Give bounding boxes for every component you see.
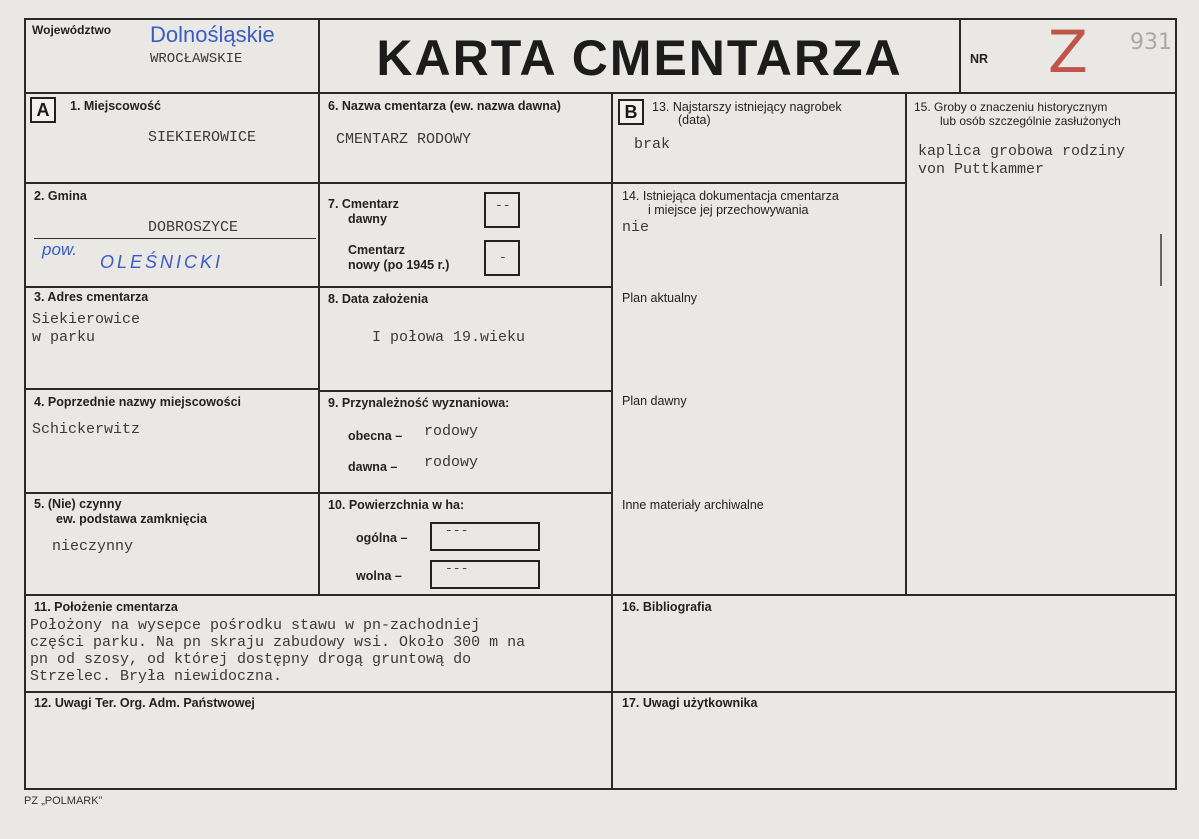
field-12-label: 12. Uwagi Ter. Org. Adm. Państwowej [34,696,255,710]
field-10-free-label: wolna – [356,569,402,583]
nr-number: 931 [1130,30,1172,55]
field-4-label: 4. Poprzednie nazwy miejscowości [34,395,242,409]
voivodeship-typed: WROCŁAWSKIE [150,51,243,67]
field-14-value: nie [622,219,650,236]
field-14-label: 14. Istniejąca dokumentacja cmentarza [622,189,839,203]
field-7-old: dawny [348,212,387,226]
field-8-value: I połowa 19.wieku [372,329,526,346]
field-10-free-value: --- [445,561,469,576]
field-5-value: nieczynny [52,538,134,555]
field-7-label-new: Cmentarz [348,243,405,257]
field-9-former-label: dawna – [348,460,398,474]
voivodeship-handwritten: Dolnośląskie [150,22,275,47]
archive-materials-label: Inne materiały archiwalne [622,498,764,512]
field-5-sublabel: ew. podstawa zamknięcia [56,512,207,526]
field-15-label: 15. Groby o znaczeniu historycznym [914,100,1108,114]
field-2-hand-prefix: pow. [42,240,77,259]
field-7-new: nowy (po 1945 r.) [348,258,450,272]
field-9-former-value: rodowy [424,454,479,471]
field-15-value: kaplica grobowa rodziny von Puttkammer [918,143,1126,178]
field-5-label: 5. (Nie) czynny [34,497,122,511]
field-17-label: 17. Uwagi użytkownika [622,696,758,710]
field-7-label: 7. Cmentarz [328,197,399,211]
voivodeship-label: Województwo [32,23,112,37]
field-13-sublabel: (data) [678,113,711,127]
field-2-underline [34,238,316,239]
field-9-label: 9. Przynależność wyznaniowa: [328,396,510,410]
field-6-value: CMENTARZ RODOWY [336,131,472,148]
field-3-value: Siekierowice w parku [32,311,141,346]
field-3-label: 3. Adres cmentarza [34,290,149,304]
field-10-total-value: --- [445,523,469,538]
field-1-label: 1. Miejscowość [70,99,162,113]
field-9-current-label: obecna – [348,429,403,443]
nr-label: NR [970,52,989,66]
section-b-marker: B [618,99,644,125]
field-13-label: 13. Najstarszy istniejący nagrobek [652,100,842,114]
nr-handwritten: Z [1048,18,1088,86]
current-plan-label: Plan aktualny [622,291,698,305]
field-8-label: 8. Data założenia [328,292,429,306]
field-13-value: brak [634,136,671,153]
field-11-label: 11. Położenie cmentarza [34,600,178,614]
field-14-sublabel: i miejsce jej przechowywania [648,203,809,217]
edge-mark [1160,234,1162,286]
field-2-hand-value: OLEŚNICKI [100,252,224,272]
field-7-box-old-value: -- [495,198,511,213]
field-10-total-label: ogólna – [356,531,408,545]
field-7-box-new-value: - [499,250,507,265]
field-2-label: 2. Gmina [34,189,87,203]
field-11-value: Położony na wysepce pośrodku stawu w pn-zachodniej części parku. Na pn skraju zabudowy wsi. Około 300 m na pn od szosy, od której dostępny drogą gruntową do Strzelec. Bryła niewidoczna. [30,617,526,685]
field-16-label: 16. Bibliografia [622,600,712,614]
field-1-value: SIEKIEROWICE [148,129,257,146]
field-10-label: 10. Powierzchnia w ha: [328,498,465,512]
footer-publisher: PZ „POLMARK” [24,795,103,807]
field-2-value: DOBROSZYCE [148,219,239,236]
page-title: KARTA CMENTARZA [376,30,903,86]
section-a-marker: A [30,97,56,123]
field-9-current-value: rodowy [424,423,479,440]
former-plan-label: Plan dawny [622,394,687,408]
field-15-sublabel: lub osób szczególnie zasłużonych [940,114,1121,128]
field-6-label: 6. Nazwa cmentarza (ew. nazwa dawna) [328,99,561,113]
field-4-value: Schickerwitz [32,421,141,438]
field-14-cell [611,182,907,596]
